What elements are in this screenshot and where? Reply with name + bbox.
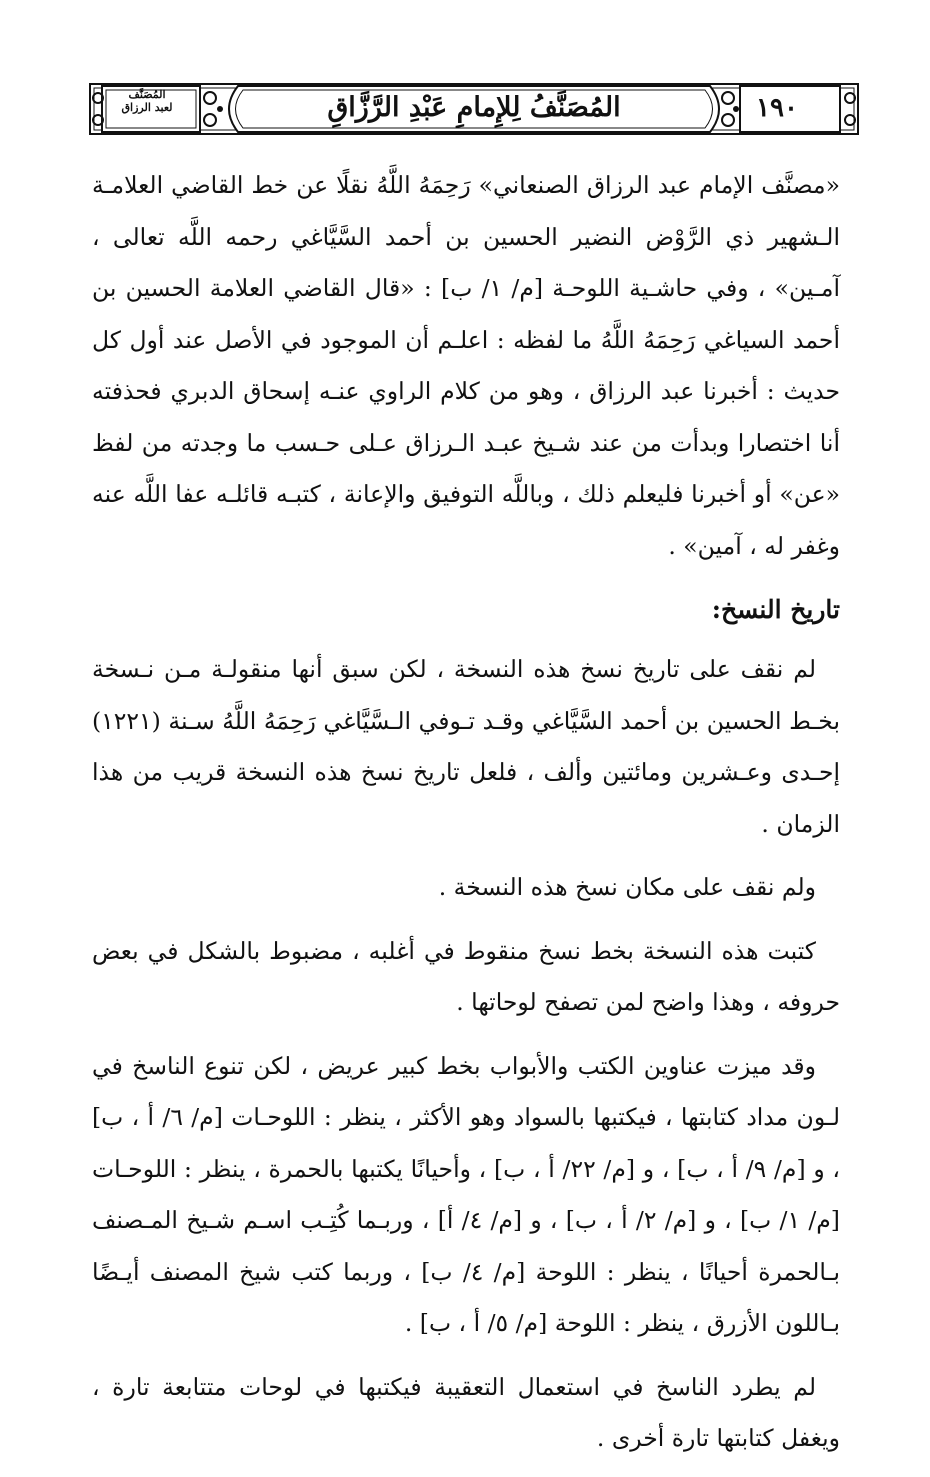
header-seal-logo	[104, 88, 190, 128]
body-paragraph: ولم نقف على مكان نسخ هذه النسخة .	[438, 873, 816, 901]
body-paragraph: «مصنَّف الإمام عبد الرزاق الصنعاني» رَحِمَهُ اللَّهُ نقلًا عن خط القاضي العلامـة الـشهير ذي الرَّوْض النضير الحسين بن أحمد السَّيَّاغي رحمه اللَّه تعالى ، آمـين» ، وفي حاشـية اللوحـة [م/ ١/ ب] : «قال القاضي العلامة الحسين بن أحمد السياغي رَحِمَهُ اللَّهُ ما لفظه : اعلـم أن الموجود في الأصل عند أول كل حديث : أخبرنا عبد الرزاق ، وهو من كلام الراوي عنـه إسحاق الدبري فحذفته أنا اختصارا وبدأت من عند شـيخ عبـد الـرزاق عـلى حـسب ما وجدته من لفظ «عن» أو أخبرنا فليعلم ذلك ، وباللَّه التوفيق والإعانة ، كتبـه قائلـه عفا اللَّه عنه وغفر له ، آمين» .	[92, 171, 840, 560]
body-paragraph: وقد ميزت عناوين الكتب والأبواب بخط كبير عريض ، لكن تنوع الناسخ في لـون مداد كتابتها ، فيكتبها بالسواد وهو الأكثر ، ينظر : اللوحـات [م/ ٦/ أ ، ب] ، و [م/ ٩/ أ ، ب] ، و [م/ ٢٢/ أ ، ب] ، وأحيانًا يكتبها بالحمرة ، ينظر : اللوحـات [م/ ١/ ب] ، و [م/ ٢/ أ ، ب] ، و [م/ ٤/ أ] ، وربـما كُتِـب اسـم شـيخ المـصنف بـالحمرة أحيانًا ، ينظر : اللوحة [م/ ٤/ ب] ، وربما كتب شيخ المصنف أيـضًا بـاللون الأزرق ، ينظر : اللوحة [م/ ٥/ أ ، ب] .	[92, 1051, 841, 1337]
header-title: المُصَنَّفُ لِلإِمامِ عَبْدِ الرَّزَّاقِ	[327, 92, 621, 123]
page-body	[92, 160, 840, 1477]
running-header	[88, 78, 860, 140]
body-paragraph: لم نقف على تاريخ نسخ هذه النسخة ، لكن سبق أنها منقولـة مـن نـسخة بخـط الحسين بن أحمد السَّيَّاغي وقـد تـوفي الـسَّيَّاغي رَحِمَهُ اللَّهُ سـنة (١٢٢١) إحـدى وعـشرين ومائتين وألف ، فلعل تاريخ نسخ هذه النسخة قريب من هذا الزمان .	[92, 655, 840, 838]
page-number: ١٩٠	[756, 93, 798, 123]
body-paragraph: كتبت هذه النسخة بخط نسخ منقوط في أغلبه ، مضبوط بالشكل في بعض حروفه ، وهذا واضح لمن تصفح لوحاتها .	[92, 936, 840, 1016]
body-paragraph: لم يطرد الناسخ في استعمال التعقيبة فيكتبها في لوحات متتابعة تارة ، ويغفل كتابتها تارة أخرى .	[92, 1372, 840, 1452]
section-title: تاريخ النسخ:	[711, 595, 840, 624]
seal-line: لعبد الرزاق	[121, 101, 173, 114]
seal-line: المُصَنَّف	[128, 88, 166, 101]
